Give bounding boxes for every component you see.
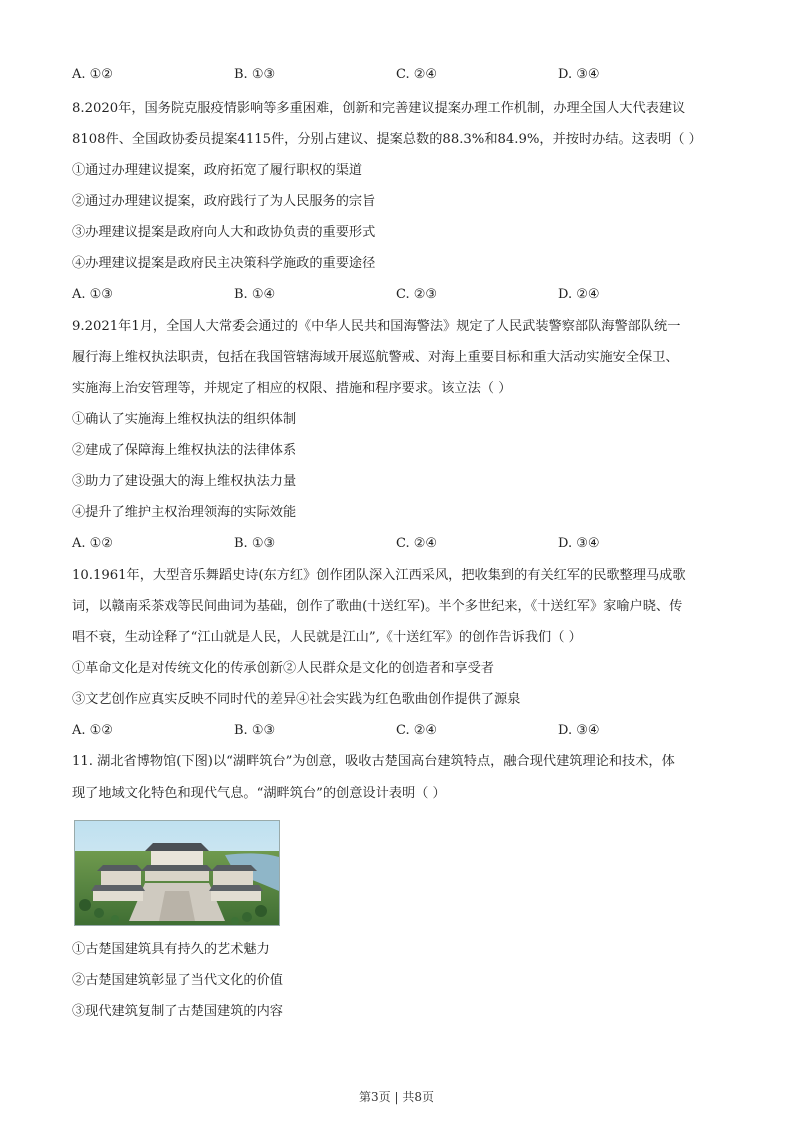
q8-stem-line-2: 8108件、全国政协委员提案4115件，分别占建议、提案总数的88.3%和84.9%，并按时办结。这表明（ ） — [72, 132, 702, 147]
q10-stem-line-1: 10.1961年，大型音乐舞蹈史诗(东方红》创作团队深入江西采风，把收集到的有关红军的民歌整理马成歌 — [72, 568, 686, 583]
q10-item-line-2: ③文艺创作应真实反映不同时代的差异④社会实践为红色歌曲创作提供了源泉 — [72, 692, 521, 707]
q8-option-c[interactable]: C. ②③ — [396, 287, 438, 302]
q7-option-b[interactable]: B. ①③ — [234, 67, 276, 82]
page-footer: 第3页 | 共8页 — [359, 1090, 434, 1104]
q8-item-2: ②通过办理建议提案，政府践行了为人民服务的宗旨 — [72, 194, 376, 209]
q9-stem-line-3: 实施海上治安管理等，并规定了相应的权限、措施和程序要求。该立法（ ） — [72, 381, 512, 396]
q9-option-a[interactable]: A. ①② — [72, 536, 113, 551]
q11-stem-line-2: 现了地域文化特色和现代气息。“湖畔筑台”的创意设计表明（ ） — [72, 786, 446, 801]
q9-stem-line-1: 9.2021年1月，全国人大常委会通过的《中华人民共和国海警法》规定了人民武装警察部队海警部队统一 — [72, 319, 681, 334]
q8-item-1: ①通过办理建议提案，政府拓宽了履行职权的渠道 — [72, 163, 363, 178]
q9-item-1: ①确认了实施海上维权执法的组织体制 — [72, 412, 297, 427]
q10-item-line-1: ①革命文化是对传统文化的传承创新②人民群众是文化的创造者和享受者 — [72, 661, 494, 676]
q9-item-3: ③助力了建设强大的海上维权执法力量 — [72, 474, 297, 489]
q9-option-b[interactable]: B. ①③ — [234, 536, 276, 551]
q7-options — [72, 66, 722, 84]
q10-option-b[interactable]: B. ①③ — [234, 723, 276, 738]
q7-option-d[interactable]: D. ③④ — [558, 67, 600, 82]
q10-options — [72, 722, 722, 740]
q8-options — [72, 286, 722, 304]
q9-item-4: ④提升了维护主权治理领海的实际效能 — [72, 505, 297, 520]
q10-option-d[interactable]: D. ③④ — [558, 723, 600, 738]
q7-option-c[interactable]: C. ②④ — [396, 67, 438, 82]
q11-stem-line-1: 11. 湖北省博物馆(下图)以“湖畔筑台”为创意，吸收古楚国高台建筑特点，融合现代建筑理论和技术，体 — [72, 754, 675, 769]
q10-stem-line-2: 词，以赣南采茶戏等民间曲词为基础，创作了歌曲(十送红军)。半个多世纪来，《十送红军》家喻户晓、传 — [72, 599, 683, 614]
q11-item-2: ②古楚国建筑彰显了当代文化的价值 — [72, 973, 283, 988]
museum-photo — [74, 820, 280, 926]
q9-item-2: ②建成了保障海上维权执法的法律体系 — [72, 443, 297, 458]
q8-option-a[interactable]: A. ①③ — [72, 287, 113, 302]
q9-option-d[interactable]: D. ③④ — [558, 536, 600, 551]
q10-stem-line-3: 唱不衰，生动诠释了“江山就是人民，人民就是江山”,《十送红军》的创作告诉我们（ ） — [72, 630, 582, 645]
q11-item-1: ①古楚国建筑具有持久的艺术魅力 — [72, 942, 270, 957]
q8-item-4: ④办理建议提案是政府民主决策科学施政的重要途径 — [72, 256, 376, 271]
q8-item-3: ③办理建议提案是政府向人大和政协负责的重要形式 — [72, 225, 376, 240]
q8-option-d[interactable]: D. ②④ — [558, 287, 600, 302]
q9-option-c[interactable]: C. ②④ — [396, 536, 438, 551]
q10-option-c[interactable]: C. ②④ — [396, 723, 438, 738]
q7-option-a[interactable]: A. ①② — [72, 67, 113, 82]
q9-stem-line-2: 履行海上维权执法职责，包括在我国管辖海域开展巡航警戒、对海上重要目标和重大活动实施安全保卫、 — [72, 350, 679, 365]
q9-options — [72, 535, 722, 553]
q8-stem-line-1: 8.2020年，国务院克服疫情影响等多重困难，创新和完善建议提案办理工作机制，办理全国人大代表建议 — [72, 101, 686, 116]
q11-item-3: ③现代建筑复制了古楚国建筑的内容 — [72, 1004, 283, 1019]
q8-option-b[interactable]: B. ①④ — [234, 287, 276, 302]
q10-option-a[interactable]: A. ①② — [72, 723, 113, 738]
